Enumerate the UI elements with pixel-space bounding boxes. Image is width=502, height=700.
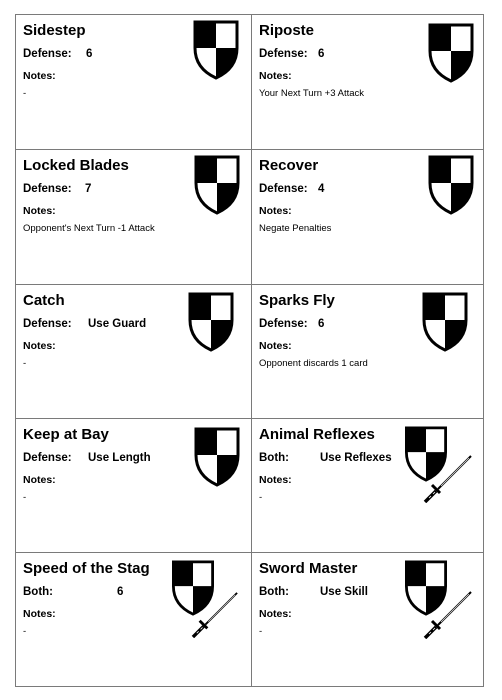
card-recover[interactable] — [251, 149, 484, 284]
stat-label: Defense: — [259, 183, 308, 195]
notes-text: Opponent's Next Turn -1 Attack — [23, 223, 155, 234]
shield-icon — [428, 155, 474, 215]
card-sheet — [15, 14, 484, 687]
notes-text: - — [23, 358, 27, 369]
stat-value: 6 — [117, 586, 124, 598]
notes-text: Your Next Turn +3 Attack — [259, 88, 365, 99]
shield-icon — [422, 292, 468, 352]
notes-text: - — [23, 492, 27, 503]
notes-text: - — [23, 88, 27, 99]
card-title: Catch — [23, 292, 65, 309]
notes-label: Notes: — [259, 70, 292, 82]
sword-icon — [422, 453, 474, 503]
stat-label: Defense: — [23, 48, 72, 60]
card-animal-reflexes[interactable] — [251, 418, 484, 552]
stat-label: Defense: — [23, 183, 72, 195]
stat-label: Both: — [23, 586, 54, 598]
card-title: Sidestep — [23, 22, 86, 39]
stat-value: Use Reflexes — [320, 452, 392, 464]
card-locked-blades[interactable] — [15, 149, 251, 284]
notes-label: Notes: — [259, 340, 292, 352]
card-title: Keep at Bay — [23, 426, 109, 443]
shield-icon — [193, 20, 239, 80]
notes-label: Notes: — [259, 608, 292, 620]
card-riposte[interactable] — [251, 14, 484, 149]
card-catch[interactable] — [15, 284, 251, 418]
notes-label: Notes: — [259, 205, 292, 217]
card-sidestep[interactable] — [15, 14, 251, 149]
card-speed-of-the-stag[interactable] — [15, 552, 251, 687]
stat-value: 6 — [318, 48, 325, 60]
notes-text: - — [23, 626, 27, 637]
notes-text: Opponent discards 1 card — [259, 358, 368, 369]
notes-text: - — [259, 492, 263, 503]
shield-icon — [188, 292, 234, 352]
stat-value: Use Length — [88, 452, 151, 464]
card-title: Sword Master — [259, 560, 358, 577]
shield-icon — [194, 427, 240, 487]
notes-label: Notes: — [23, 474, 56, 486]
notes-label: Notes: — [259, 474, 292, 486]
stat-label: Defense: — [23, 452, 72, 464]
shield-icon — [194, 155, 240, 215]
card-sword-master[interactable] — [251, 552, 484, 687]
notes-text: Negate Penalties — [259, 223, 332, 234]
card-title: Locked Blades — [23, 157, 129, 174]
card-keep-at-bay[interactable] — [15, 418, 251, 552]
stat-label: Both: — [259, 452, 290, 464]
stat-label: Defense: — [259, 48, 308, 60]
stat-value: 6 — [86, 48, 93, 60]
stat-value: Use Guard — [88, 318, 147, 330]
stat-value: 6 — [318, 318, 325, 330]
stat-label: Defense: — [23, 318, 72, 330]
stat-value: 7 — [85, 183, 92, 195]
stat-value: 4 — [318, 183, 325, 195]
notes-label: Notes: — [23, 608, 56, 620]
card-sparks-fly[interactable] — [251, 284, 484, 418]
card-title: Animal Reflexes — [259, 426, 375, 443]
card-title: Riposte — [259, 22, 315, 39]
notes-label: Notes: — [23, 70, 56, 82]
stat-label: Defense: — [259, 318, 308, 330]
sword-icon — [422, 589, 474, 639]
stat-value: Use Skill — [320, 586, 368, 598]
notes-text: - — [259, 626, 263, 637]
card-title: Recover — [259, 157, 319, 174]
notes-label: Notes: — [23, 340, 56, 352]
card-title: Speed of the Stag — [23, 560, 150, 577]
shield-icon — [428, 23, 474, 83]
stat-label: Both: — [259, 586, 290, 598]
notes-label: Notes: — [23, 205, 56, 217]
card-title: Sparks Fly — [259, 292, 335, 309]
sword-icon — [190, 590, 240, 638]
